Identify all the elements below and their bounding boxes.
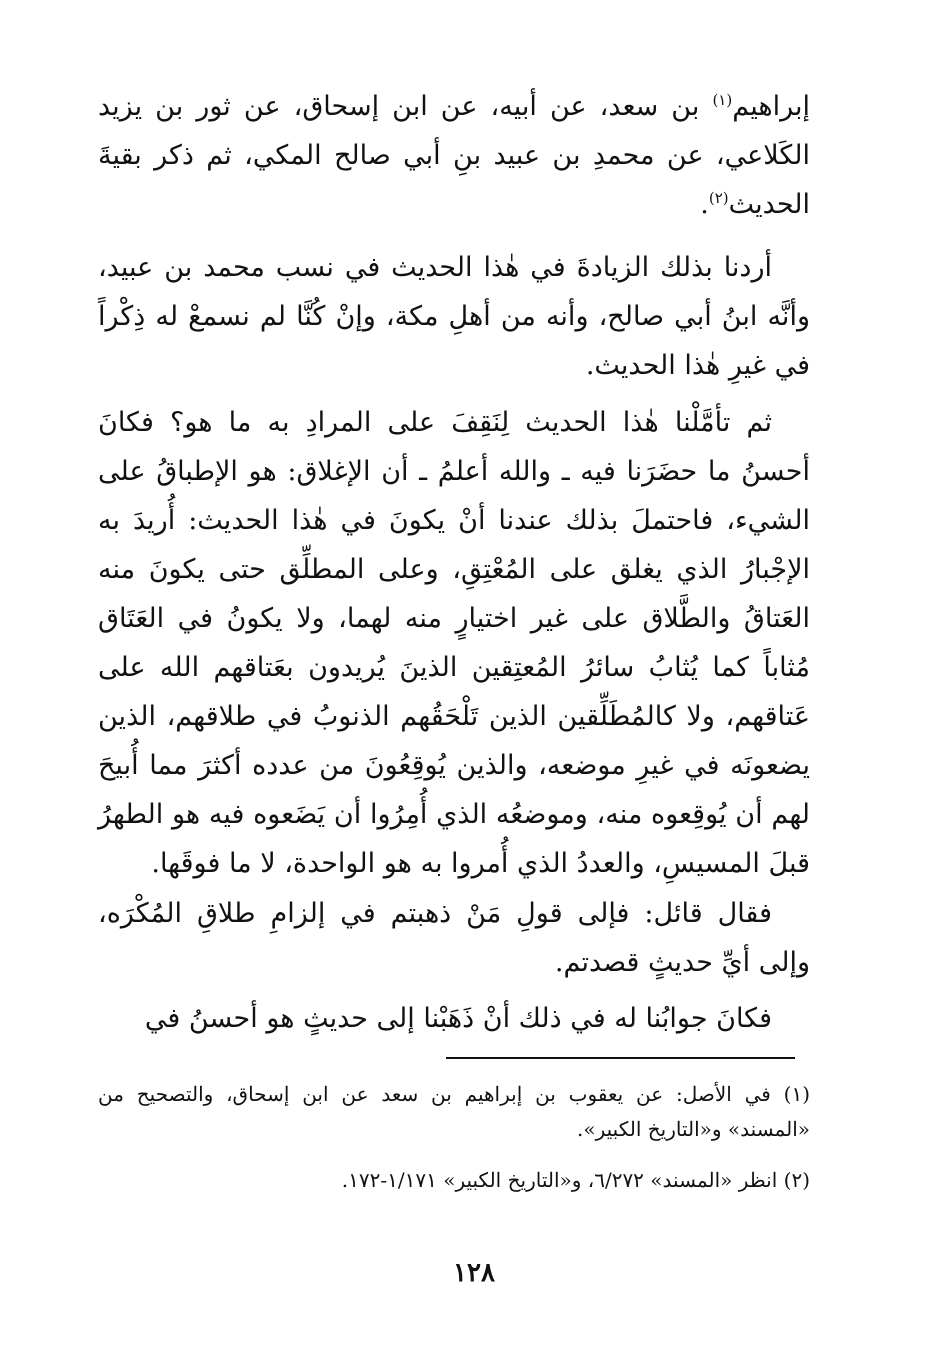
paragraph-1-body: بن سعد، عن أبيه، عن ابن إسحاق، عن ثور بن يزيد الكَلاعي، عن محمدِ بن عبيد بنِ أبي صالح المكي، ثم ذكر بقيةَ الحديث (98, 91, 810, 220)
footnote-1: (١) في الأصل: عن يعقوب بن إبراهيم بن سعد عن ابن إسحاق، والتصحيح من «المسند» و«التاريخ الكبير». (98, 1082, 811, 1141)
paragraph-1-end: . (700, 189, 709, 220)
page-number: ١٢٨ (453, 1258, 495, 1288)
footnote-marker-1: (١) (712, 91, 733, 109)
footnote-2: (٢) انظر «المسند» ٦/٢٧٢، و«التاريخ الكبير» ١/١٧١-١٧٢. (341, 1168, 810, 1192)
paragraph-3: ثم تأمَّلْنا هٰذا الحديث لِنَقِفَ على المرادِ به ما هو؟ فكانَ أحسنُ ما حضَرَنا فيه ـ والله أعلمُ ـ أن الإغلاق: هو الإطباقُ على الشيء، فاحتملَ بذلك عندنا أنْ يكونَ في هٰذا الحديث: أُريدَ به الإجْبارُ الذي يغلق على المُعْتِقِ، وعلى المطلِّق حتى يكونَ منه العَتاقُ والطَّلاق على غير اختيارٍ منه لهما، ولا يكونُ في العَتَاق مُثاباً كما يُثابُ سائرُ المُعتِقين الذينَ يُريدون بعَتاقهم الله على عَتاقهم، ولا كالمُطَلِّقين الذين تَلْحَقُهم الذنوبُ في طلاقهم، الذين يضعونَه في غيرِ موضعه، والذين يُوقِعُونَ من عدده أكثرَ مما أُبيحَ لهم أن يُوقِعوه منه، وموضعُه الذي أُمِرُوا أن يَضَعوه فيه هو الطهرُ قبلَ المسيسِ، والعددُ الذي أُمروا به هو الواحدة، لا ما فوقَها. (98, 407, 810, 879)
paragraph-4: فقال قائل: فإلى قولِ مَنْ ذهبتم في إلزامِ طلاقِ المُكْرَه، وإلى أيِّ حديثٍ قصدتم. (98, 898, 810, 978)
footnote-separator (446, 1057, 795, 1059)
paragraph-2: أردنا بذلك الزيادةَ في هٰذا الحديث في نسب محمد بن عبيد، وأنَّه ابنُ أبي صالح، وأنه من أهلِ مكة، وإنْ كُنَّا لم نسمعْ له ذِكْراً في غيرِ هٰذا الحديث. (98, 252, 810, 381)
footnote-marker-2: (٢) (708, 189, 729, 207)
paragraph-1 (98, 82, 810, 229)
paragraph-1-start: إبراهيم (732, 91, 810, 122)
paragraph-5: فكانَ جوابُنا له في ذلك أنْ ذَهَبْنا إلى حديثٍ هو أحسنُ في (144, 1003, 772, 1034)
